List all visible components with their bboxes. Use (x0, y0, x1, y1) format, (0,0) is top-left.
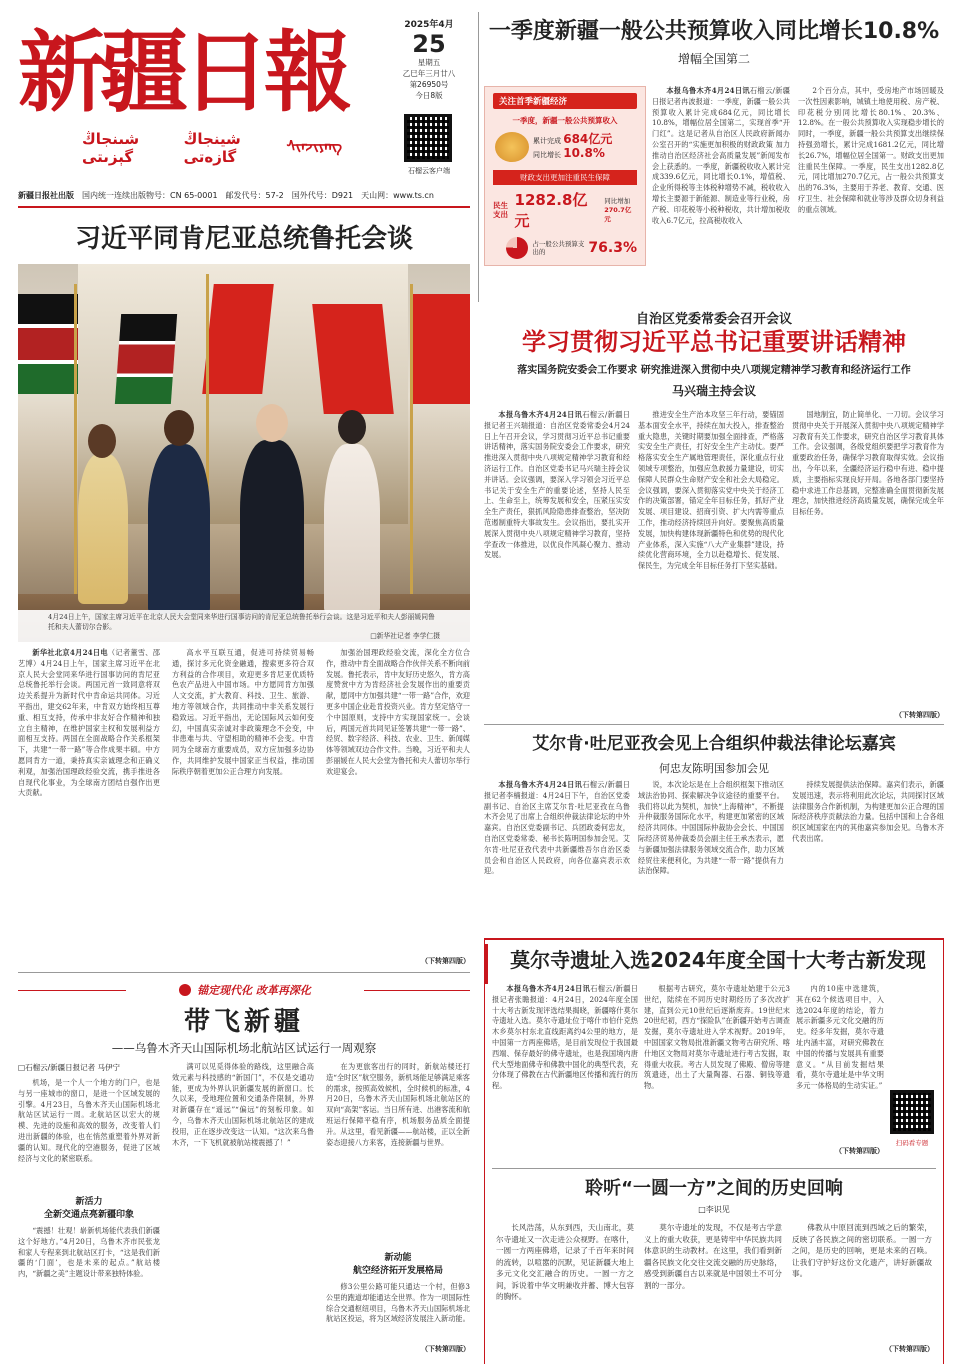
forum-col1-text: 石榴云/新疆日报记者李楠报道：4月24日下午，自治区党委副书记、自治区主席艾尔肯·吐尼亚孜在乌鲁木齐会见了出席上合组织仲裁法律论坛的中外嘉宾。自治区党委副书记、兵团政委何忠友，自治区党委常委、秘书长陈明国参加会见。艾尔肯·吐尼亚孜代表中共新疆维吾尔自治区委员会和自治区人民政府，向各位嘉宾表示欢迎。 (484, 780, 630, 876)
top-story-headline[interactable]: 一季度新疆一般公共预算收入同比增长10.8% (488, 19, 940, 44)
modernization-subhead: ——乌鲁木齐天山国际机场北航站区试运行一周观察 (111, 1041, 377, 1055)
lead-col1 (18, 648, 160, 966)
top-story-col2-text: 2个百分点，其中，受房地产市场回暖及一次性因素影响，城镇土地使用税、房产税、印花税分别同比增长80.1%、20.3%、12.8%。在一般公共预算收入实现稳步增长的同时，一季度，新疆一般公共预算支出继续保持强劲增长，累计完成1681.2亿元，同比增长26.7%，增幅位居全国第一。财政支出更加注重民生保障。一季度，民生支出1282.8亿元，同比增加270.7亿元，占一般公共预算支出的76.3%，主要用于养老、教育、交通、医疗卫生、社会保障和就业等涉及群众切身利益的重点领域。 (798, 86, 944, 214)
lead-col2-text: 高水平互联互通，促进可持续贸易畅通，探讨多元化资金融通，搜索更多符合双方利益的合作项目，欢迎更多肯尼亚优质特色农产品进入中国市场。中方愿同肯方加强人文交流，扩大教育、科技、卫生、旅游、地方等领域合作，共同推动中非关系发展行稳致远。习近平指出，无论国际风云如何变幻，中国真实亲诚对非政策理念不会变，中非患难与共、守望相助的精神不会变。中肯同为全球南方重要成员，双方应加强多边协作，共同维护发展中国家正当权益，推动国际秩序朝着更加公正合理方向发展。 (172, 648, 314, 776)
forum-col1 (484, 780, 630, 930)
mod-col1-text: 机场，是一个人一个地方的门户，也是与另一座城市的窗口，是进一个区域发展的引擎。4月23日，乌鲁木齐天山国际机场北航站区试运行一周。北航站区以宏大的规模、先进的设施和高效的服务，改变着人们进出新疆的体验，也在悄然重塑着外界对新疆的认知。现代化的空港服务，促进了区域经济与文化的紧密联系。 (18, 1078, 160, 1163)
top-story-col1 (652, 86, 790, 266)
forum-col3 (792, 780, 944, 930)
masthead-script-uyghur: شىنجاڭ گېزىتى (82, 130, 140, 166)
mod-subhead-1: 新活力 全新交通点亮新疆印象 (43, 1197, 134, 1220)
livelihood-growth-label: 同比增加 (604, 196, 631, 205)
forum-subhead: 何忠友陈明国参加会见 (659, 762, 769, 775)
section-divider (492, 1168, 936, 1169)
post-code: 邮发代号：57-2 (225, 191, 284, 200)
lead-dateline: 新华社北京4月24日电 (32, 648, 108, 657)
modernization-byline: □石榴云/新疆日报记者 马伊宁 (18, 1063, 120, 1072)
mod-col3b (326, 1282, 470, 1342)
fiscal-infographic (484, 86, 646, 266)
flag-icon (413, 294, 470, 404)
history-col3 (792, 1222, 932, 1342)
flag-pole (74, 284, 77, 614)
share-label: 占一般公共预算支出的 (532, 240, 585, 256)
masthead-title: 新疆日報 (18, 20, 347, 124)
top-story-subhead: 增幅全国第二 (677, 52, 750, 66)
mod-col1 (18, 1078, 160, 1192)
modernization-banner-text: 锚定现代化 改革再深化 (197, 984, 311, 997)
publishing-line (18, 190, 470, 204)
archaeology-accent (484, 944, 488, 984)
forum-col3-text: 持续发展提供法治保障。嘉宾们表示，新疆发展迅速，表示将利用此次论坛，共同探讨区域法律服务合作新机制，为构建更加公正合理的国际经济秩序贡献法治力量。包括中国和上合各组织区域国家在内的其他嘉宾参加会见。乌鲁木齐代表出席。 (792, 780, 944, 843)
history-col2 (644, 1222, 782, 1360)
history-col2-text: 莫尔寺遗址的发现，不仅是考古学意义上的重大收获，更是铸牢中华民族共同体意识的生动教材。在这里，我们看到新疆各民族文化交往交流交融的历史脉络，感受到新疆自古以来就是中国领土不可分割的一部分。 (644, 1223, 782, 1290)
modernization-headline[interactable]: 带飞新疆 (183, 1007, 304, 1037)
arch-col1 (492, 984, 638, 1162)
scan-label: 扫码看专题 (895, 1139, 929, 1147)
person-xi (240, 440, 304, 614)
photo-caption-text: 4月24日上午，国家主席习近平在北京人民大会堂同来华进行国事访问的肯尼亚总统鲁托举行会谈。这是习近平和夫人彭丽媛同鲁托和夫人蕾切尔合影。 (48, 613, 435, 631)
arch-col3-text: 内的10座中选建筑，其在62个候选项目中，入选2024年度的结论，着力展示新疆多元文化交融的历史。经多年发掘，莫尔寺遗址内涵丰富，对研究佛教在中国的传播与发展具有重要意义。“从目前发掘结果看，莫尔寺遗址是中华文明多元一体格局的生动实证。” (796, 984, 884, 1091)
column-divider (478, 12, 479, 302)
coin-stack-icon (495, 132, 529, 162)
person-head (338, 410, 366, 444)
person-rachel (78, 454, 128, 604)
publisher: 新疆日报社出版 (18, 191, 74, 200)
arch-col2-text: 根据考古研究，莫尔寺遗址始建于公元3世纪，陆续在不同历史时期经历了多次改扩建，直到公元10世纪后逐渐废弃。19世纪末20世纪初，西方“探险队”在新疆开始考古调查发掘，莫尔寺遗址进入学术视野。2019年，中国国家文物局批准新疆文物考古研究所、喀什地区文物局对莫尔寺遗址进行考古发掘，取得重大收获。考古人员发现了佛殿、僧房等建筑遗迹，出土了大量陶器、石器、铜钱等遗物。 (644, 984, 790, 1091)
top-story-col1-text: 石榴云/新疆日报记者冉波报道：一季度，新疆一般公共预算收入累计完成684亿元，同比增长10.8%，增幅位居全国第二，实现首季“开门红”。这是记者从自治区人民政府新闻办公室召开的“实施更加积极的财政政策 加力推动自治区经济社会高质量发展”新闻发布会上获悉的。一季度，新疆税收收入累计完成339.6亿元，同比增长0.1%，增值税、企业所得税等主体税种增势不减，税收收入增长主要源于新能源、制造业等行业税，房产税、印花税等小税种税收，共计增加税收收入6.7亿元，拉高税收收入 (652, 86, 790, 225)
banner-rule (18, 990, 126, 991)
total-label: 累计完成 (533, 137, 561, 145)
archaeology-top-rule (484, 938, 944, 940)
total-value: 684亿元 (563, 132, 613, 146)
masthead-script-mongol: ᠰᠢᠨᠵᠢᠶᠠᠩ (286, 137, 342, 155)
livelihood-label: 民生支出 (493, 201, 508, 219)
photo-credit: □新华社记者 李学仁摄 (370, 632, 440, 640)
person-peng (324, 444, 380, 614)
spend-banner: 财政支出更加注重民生保障 (493, 170, 637, 185)
date-day: 25 (412, 30, 446, 58)
date-lunar: 乙巳年三月廿八 (402, 69, 456, 78)
date-year-month: 2025年4月 (404, 20, 454, 30)
date-weekday: 星期五 (417, 58, 441, 67)
lead-col3 (326, 648, 470, 954)
party-byline: 本报乌鲁木齐4月24日讯 (498, 410, 583, 419)
lead-col2 (172, 648, 314, 966)
cn-code: 国内统一连续出版物号：CN 65-0001 (82, 191, 218, 200)
party-col2-text: 推进安全生产治本攻坚三年行动，要锚固基本面安全水平，持续在加大投入，排查整治重大隐患，关键时期要加强全面排查，严格落实安全生产责任，打好安全生产主动仗。要严格落实安全生产属地管理责任，深化重点行业领域专项整治，加强应急救援力量建设，切实保障人民群众生命财产安全和社会大局稳定。会议强调，要深入贯彻落实党中央关于经济工作的决策部署，锚定全年目标任务，抓好产业发展、项目建设、招商引资、扩大内需等重点工作，推动经济持续回升向好。要聚焦高质量发展，加快构建体现新疆特色和优势的现代化产业体系，深入实施“八大产业集群”建设，持续优化营商环境，全力以赴稳增长、促发展、保民生，为完成全年目标任务打下坚实基础。 (638, 410, 784, 571)
person-head (88, 424, 116, 458)
history-continue[interactable]: （下转第四版） (885, 1345, 934, 1353)
livelihood-growth: 270.7亿元 (604, 205, 632, 223)
mod-continue[interactable]: （下转第四版） (421, 1345, 470, 1353)
party-col3-text: 国地制宜，防止简单化、一刀切。会议学习贯彻中央关于开展深入贯彻中央八项规定精神学习教育有关工作要求，研究自治区学习教育具体工作。会议强调，各级党组织要把学习教育作为重要政治任务，确保学习教育取得实效。会议指出，今年以来，全疆经济运行稳中有进、稳中提质，主要指标实现良好开局。各地各部门要坚持稳中求进工作总基调，完整准确全面贯彻新发展理念，加快推进经济高质量发展，确保完成全年目标任务。 (792, 410, 944, 517)
overseas-code: 国外代号：D921 (291, 191, 354, 200)
mod-col3 (326, 1062, 470, 1248)
party-col3 (792, 410, 944, 708)
banner-dot-icon (179, 984, 191, 996)
mod-col1b (18, 1226, 160, 1356)
arch-byline: 本报乌鲁木齐4月24日讯 (506, 984, 591, 993)
qr-code-icon[interactable] (890, 1090, 934, 1134)
section-divider (18, 972, 470, 973)
person-ruto (148, 444, 210, 614)
flag-icon (312, 304, 394, 414)
top-story-byline: 本报乌鲁木齐4月24日讯 (666, 86, 750, 95)
lead-photo[interactable] (18, 264, 470, 642)
flag-pole (410, 284, 413, 614)
lead-col3-text: 加强治国理政经验交流，深化全方位合作，推动中肯全面战略合作伙伴关系不断向前发展。鲁托表示，肯中友好历史悠久，肯方高度赞赏中方为肯经济社会发展作出的重要贡献，愿同中方加强共建“一带一路”合作，欢迎更多中国企业赴肯投资兴业。肯方坚定恪守一个中国原则，支持中方实现国家统一。会谈后，两国元首共同见证签署共建“一带一路”、经贸、数字经济、科技、农业、卫生、新闻媒体等领域双边合作文件。当晚，习近平和夫人彭丽媛在人民大会堂为鲁托和夫人蕾切尔举行欢迎宴会。 (326, 648, 470, 776)
share-value: 76.3% (588, 240, 637, 256)
history-byline: □李识见 (698, 1205, 730, 1214)
qr-code-icon[interactable] (404, 114, 452, 162)
masthead (18, 8, 398, 188)
party-continue[interactable]: （下转第四版） (895, 711, 944, 719)
party-kicker: 自治区党委常委会召开会议 (635, 312, 792, 327)
forum-col2-text: 说，本次论坛是在上合组织框架下推动区域法治协同、探索解决争议途径的重要平台。我们将以此为契机，加快“上海精神”，不断提升仲裁服务国际化水平，构建更加紧密的区域经济共同体。中国国际仲裁协会会长、中国国际经济贸易仲裁委员会副主任王承杰表示，愿与新疆加强法律服务领域交流合作，助力区域经贸往来便利化，为共建“一带一路”提供有力法治保障。 (638, 780, 784, 876)
lead-headline[interactable]: 习近平同肯尼亚总统鲁托会谈 (74, 224, 413, 254)
infographic-title: 一季度，新疆一般公共预算收入 (512, 116, 618, 125)
mod-col2-text: 满可以见觅得体验的路线，这里融合高效元素与科技感的“新国门”，不仅是交通功能，更成为外界认识新疆发展的新窗口。长久以来，受地理位置和交通条件限制，外界对新疆存在“遥远”“偏远”的刻板印象。如今，乌鲁木齐天山国际机场北航站区的建成投用，正在逐步改变这一认知。“这次来乌鲁木齐，一下飞机就被航站楼震撼了！” (172, 1062, 314, 1147)
person-head (256, 404, 288, 442)
section-divider (484, 724, 944, 725)
party-col1 (484, 410, 630, 720)
arch-col3 (796, 984, 884, 1140)
flag-icon (115, 314, 177, 404)
forum-headline[interactable]: 艾尔肯·吐尼亚孜会见上合组织仲裁法律论坛嘉宾 (532, 734, 896, 754)
mod-col3-text: 在为更旅客出行的同时，新航站楼还打造“全时区”航空服务，新机场能足够满足乘客的需求，按照高效候机，全时候机的标准，4月20日，乌鲁木齐天山国际机场北航站区的双向“高架”客运。当日所有进、出港客流和航班运行保障平稳有序，机场服务品质全面提升。从这里，看见新疆——航站楼，正以全新姿态迎接八方来客，连接新疆与世界。 (326, 1062, 470, 1147)
mod-col1b-text: “震撼！壮观！崭新机场能代表我们新疆这个好地方。”4月20日，乌鲁木齐市民张龙和家人专程来到北航站区打卡，“这是我们新疆的‘门面’，也是未来的起点。”航站楼内，“新疆之美”主题设计带来独特体验。 (18, 1226, 160, 1279)
arch-col1-text: 石榴云/新疆日报记者张瞻报道：4月24日，2024年度全国十大考古新发现评选结果揭晓，新疆喀什莫尔寺遗址入选。莫尔寺遗址位于喀什市伯什克热木乡莫尔村东北直线距离约4公里的地方，是中国第一方两座佛塔，是目前发现位于我国最西端、保存最好的佛寺遗址，也是我国境内唐代大型地面佛寺和佛教中国化的典型代表，充分体现了佛教在古代新疆地区传播和流行的历程。 (492, 984, 638, 1091)
party-col2 (638, 410, 784, 720)
arch-continue[interactable]: （下转第四版） (835, 1147, 884, 1155)
history-col1-text: 长风浩荡，从东到西，天山南北，莫尔寺遗址又一次走进公众视野。在喀什，一圆一方两座佛塔，记录了千百年来时间的流转，以喧嚣的沉默，见证新疆大地上多元文化交汇融合的历史。一圆一方之间，诉说着中华文明兼收并蓄、博大包容的胸怀。 (496, 1223, 634, 1301)
top-story-col2 (798, 86, 944, 266)
date-block (396, 20, 462, 101)
website-link[interactable]: 天山网：www.ts.cn (361, 191, 434, 200)
party-headline[interactable]: 学习贯彻习近平总书记重要讲话精神 (522, 328, 906, 356)
infographic-banner: 关注首季新疆经济 (493, 93, 637, 109)
party-sub2: 马兴瑞主持会议 (671, 384, 756, 398)
lead-continue[interactable]: （下转第四版） (421, 957, 470, 965)
flag-icon (18, 294, 78, 394)
party-sub1: 落实国务院安委会工作要求 研究推进深入贯彻中央八项规定精神学习教育和经济运行工作 (517, 365, 911, 376)
mod-col2 (172, 1062, 314, 1356)
growth-label: 同比增长 (533, 151, 561, 159)
history-col3-text: 佛教从中原回流到西域之后的繁荣，反映了各民族之间的密切联系。一圆一方之间，是历史的回响，更是未来的召唤。让我们守护好这份文化遗产，讲好新疆故事。 (792, 1223, 932, 1278)
growth-value: 10.8% (563, 146, 605, 160)
lead-reporter: （记者董雪、邵艺博） (18, 648, 160, 668)
modernization-banner (130, 980, 360, 1000)
mod-col3b-text: 修3公里公路可能只通达一个村，但修3公里的跑道却能通达全世界。作为一项国际性综合交通枢纽项目，乌鲁木齐天山国际机场北航站区投运，将为区域经济发展注入新动能。 (326, 1282, 470, 1324)
page-count: 今日8版 (415, 91, 443, 100)
banner-rule (364, 990, 470, 991)
party-col1-text: 石榴云/新疆日报记者王兴瑞报道：自治区党委常委会4月24日上午召开会议，学习贯彻习近平总书记重要讲话精神，落实国务院安委会工作要求，研究推进深入贯彻中央八项规定精神学习教育和经济运行工作。自治区党委书记马兴瑞主持会议并讲话。会议强调，要深入学习领会习近平总书记关于安全生产的重要论述，坚持人民至上、生命至上，统筹发展和安全，压紧压实安全生产责任，狠抓风险隐患排查整治，坚决防范遏制重特大事故发生。会议指出，要扎实开展深入贯彻中央八项规定精神学习教育，坚持学查改一体推进，以优良作风凝心聚力、推动发展。 (484, 410, 630, 560)
history-headline[interactable]: 聆听“一圆一方”之间的历史回响 (585, 1178, 843, 1199)
share-pie-icon (506, 237, 528, 259)
masthead-divider (18, 206, 470, 208)
archaeology-headline[interactable]: 莫尔寺遗址入选2024年度全国十大考古新发现 (510, 948, 926, 972)
arch-col2 (644, 984, 790, 1162)
masthead-script-kazakh: شينجاڭ گازەتى (183, 130, 241, 166)
history-col1 (496, 1222, 634, 1360)
flag-icon (202, 284, 274, 394)
photo-caption (18, 610, 470, 642)
livelihood-value: 1282.8亿元 (514, 191, 588, 230)
app-label: 石榴云客户端 (408, 167, 450, 175)
lead-col1-text: 4月24日上午，国家主席习近平在北京人民大会堂同来华进行国事访问的肯尼亚总统鲁托举行会谈。两国元首一致同意将双边关系提升为新时代中肯命运共同体。习近平指出，建交62年来，中肯双方始终相互尊重、相互支持，传承中非友好合作精神和独立自主精神，在维护国家主权和发展利益方面相互支持。两国在全面战略合作关系框架下，共建“一带一路”等合作成果丰硕。中方愿同肯方一道，秉持真实亲诚理念和正确义利观，加强治国理政经验交流，携手推进各自现代化事业，为全球南方团结自强作出更大贡献。 (18, 658, 160, 798)
masthead-scripts (82, 130, 342, 166)
mod-subhead-2: 新动能 航空经济拓开发展格局 (352, 1253, 443, 1276)
person-head (164, 410, 194, 446)
forum-col2 (638, 780, 784, 930)
forum-byline: 本报乌鲁木齐4月24日讯 (498, 780, 583, 789)
issue-number: 第26950号 (409, 80, 449, 89)
